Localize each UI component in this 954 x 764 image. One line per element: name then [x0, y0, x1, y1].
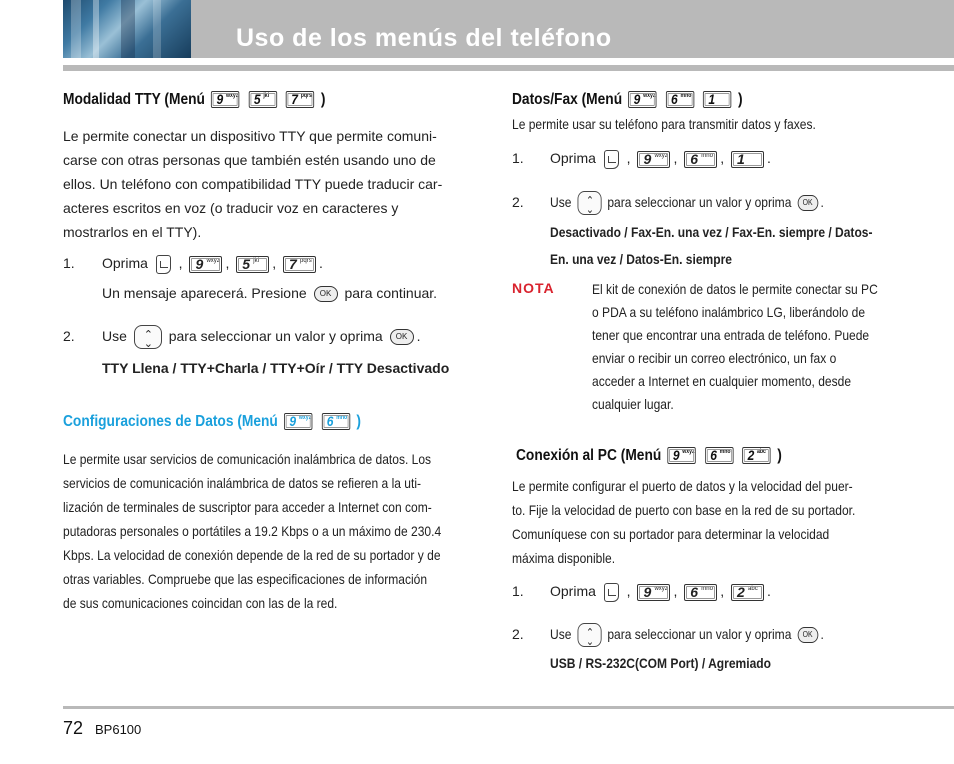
tty-step-2-number: 2.: [63, 328, 75, 344]
pc-step-1: Oprima , 9 wxyz , 6 mno , 2 abc .: [550, 583, 771, 600]
fax-step-1: Oprima , 9 wxyz , 6 mno , 1 .: [550, 150, 771, 167]
key-1-icon: 1: [703, 91, 731, 108]
pc-step-2: Use ⌃ ⌄ para seleccionar un valor y oprima OK .: [550, 622, 868, 647]
nav-key-icon: [577, 191, 601, 215]
ok-key-icon: OK: [314, 286, 338, 302]
model-name: BP6100: [95, 722, 142, 737]
fax-step-2-number: 2.: [512, 194, 524, 210]
nota-line-4: enviar o recibir un correo electrónico, un fax o: [592, 350, 837, 366]
send-key-icon: [604, 583, 619, 602]
header-divider: [63, 65, 954, 71]
key-2-icon: 2 abc: [742, 447, 770, 464]
fax-step-1-number: 1.: [512, 150, 524, 166]
tty-step-2: Use ⌃ ⌄ para seleccionar un valor y oprima OK .: [102, 324, 420, 349]
fax-step-2: Use ⌃ ⌄ para seleccionar un valor y oprima OK .: [550, 190, 868, 215]
key-6-icon: 6 mno: [322, 413, 350, 430]
key-6-icon: 6 mno: [705, 447, 733, 464]
footer-divider: [63, 706, 954, 709]
fax-options-2: En. una vez / Datos-En. siempre: [550, 251, 732, 267]
key-6-icon: 6 mno: [684, 584, 717, 601]
key-2-icon: 2 abc: [731, 584, 764, 601]
key-5-icon: 5 jkl: [236, 256, 269, 273]
key-7-icon: 7 pqrs: [286, 91, 314, 108]
tty-heading: Modalidad TTY (Menú 9 wxyz 5 jkl 7 pqrs ): [63, 91, 326, 108]
send-key-icon: [156, 255, 171, 274]
page-number: 72: [63, 718, 84, 738]
datacfg-body-7: de sus comunicaciones coincidan con las de la red.: [63, 595, 338, 611]
pc-step-2-number: 2.: [512, 626, 524, 642]
tty-body-4: acteres escritos en voz (o traducir voz en caracteres y: [63, 200, 399, 216]
key-9-icon: 9 wxyz: [637, 584, 670, 601]
fax-heading: Datos/Fax (Menú 9 wxyz 6 mno 1 ): [512, 91, 743, 108]
pc-step-1-number: 1.: [512, 583, 524, 599]
pc-heading: Conexión al PC (Menú 9 wxyz 6 mno 2 abc ): [516, 447, 782, 464]
key-9-icon: 9 wxyz: [211, 91, 239, 108]
nota-line-6: cualquier lugar.: [592, 396, 674, 412]
key-1-icon: 1: [731, 151, 764, 168]
nav-key-icon: [577, 623, 601, 647]
pc-body-4: máxima disponible.: [512, 550, 616, 566]
key-6-icon: 6 mno: [684, 151, 717, 168]
nota-line-3: tener que encontrar una entrada de teléfono. Puede: [592, 327, 870, 343]
key-9-icon: 9 wxyz: [637, 151, 670, 168]
tty-body-1: Le permite conectar un dispositivo TTY que permite comuni-: [63, 128, 437, 144]
datacfg-body-5: Kbps. La velocidad de conexión depende de la red de su portador y de: [63, 547, 441, 563]
tty-step-1: Oprima , 9 wxyz , 5 jkl , 7 pqrs .: [102, 255, 323, 272]
datacfg-body-3: lización de terminales de suscriptor para acceder a Internet con com-: [63, 499, 432, 515]
nota-line-1: El kit de conexión de datos le permite conectar su PC: [592, 281, 878, 297]
tty-body-2: carse con otras personas que también estén usando uno de: [63, 152, 436, 168]
datacfg-body-6: otras variables. Compruebe que las especificaciones de información: [63, 571, 428, 587]
tty-body-3: ellos. Un teléfono con compatibilidad TTY puede traducir car-: [63, 176, 443, 192]
ok-key-icon: OK: [797, 627, 818, 643]
nota-label: NOTA: [512, 280, 555, 296]
key-6-icon: 6 mno: [666, 91, 694, 108]
send-key-icon: [604, 150, 619, 169]
tty-options: TTY Llena / TTY+Charla / TTY+Oír / TTY Desactivado: [102, 360, 450, 376]
pc-options: USB / RS-232C(COM Port) / Agremiado: [550, 655, 771, 671]
nota-line-2: o PDA a su teléfono inalámbrico LG, liberándolo de: [592, 304, 866, 320]
datacfg-body-4: putadoras personales o portátiles a 19.2 Kbps o a un máximo de 230.4: [63, 523, 442, 539]
ok-key-icon: OK: [390, 329, 414, 345]
tty-body-5: mostrarlos en el TTY).: [63, 224, 202, 240]
pc-body-1: Le permite configurar el puerto de datos y la velocidad del puer-: [512, 478, 853, 494]
key-7-icon: 7 pqrs: [283, 256, 316, 273]
fax-options-1: Desactivado / Fax-En. una vez / Fax-En. siempre / Datos-: [550, 224, 873, 240]
page-title: Uso de los menús del teléfono: [236, 24, 612, 52]
ok-key-icon: OK: [797, 195, 818, 211]
key-9-icon: 9 wxyz: [284, 413, 312, 430]
key-9-icon: 9 wxyz: [668, 447, 696, 464]
fax-body: Le permite usar su teléfono para transmitir datos y faxes.: [512, 116, 816, 132]
key-9-icon: 9 wxyz: [189, 256, 222, 273]
header-photo: [63, 0, 191, 58]
datacfg-body-2: servicios de comunicación inalámbrica de datos se refieren a la uti-: [63, 475, 422, 491]
tty-step-1-message: Un mensaje aparecerá. Presione OK para continuar.: [102, 285, 438, 301]
datacfg-body-1: Le permite usar servicios de comunicación inalámbrica de datos. Los: [63, 451, 432, 467]
pc-body-2: to. Fije la velocidad de puerto con base en la red de su portador.: [512, 502, 856, 518]
pc-body-3: Comuníquese con su portador para determinar la velocidad: [512, 526, 830, 542]
tty-step-1-number: 1.: [63, 255, 75, 271]
datacfg-heading: Configuraciones de Datos (Menú 9 wxyz 6 mno ): [63, 413, 361, 430]
nota-line-5: acceder a Internet en cualquier momento, desde: [592, 373, 852, 389]
key-5-icon: 5 jkl: [249, 91, 277, 108]
nav-key-icon: [134, 325, 162, 349]
key-9-icon: 9 wxyz: [629, 91, 657, 108]
